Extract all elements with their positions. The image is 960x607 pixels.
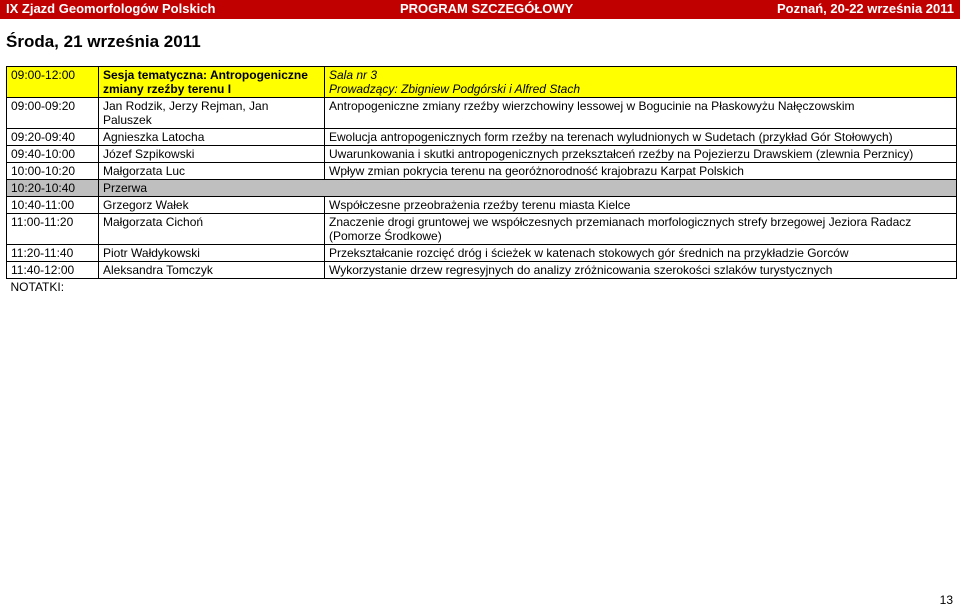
- talk-time: 10:00-10:20: [7, 163, 99, 180]
- talk-title: Przekształcanie rozcięć dróg i ścieżek w katenach stokowych gór średnich na przykładzie Gorców: [325, 245, 957, 262]
- session-row: [7, 67, 957, 98]
- talk-title: Wpływ zmian pokrycia terenu na georóżnorodność krajobrazu Karpat Polskich: [325, 163, 957, 180]
- notes-label: NOTATKI:: [10, 280, 65, 294]
- talk-author: Jan Rodzik, Jerzy Rejman, Jan Paluszek: [99, 98, 325, 129]
- talk-author: Małgorzata Luc: [99, 163, 325, 180]
- talk-time: 11:20-11:40: [7, 245, 99, 262]
- talk-author: Grzegorz Wałek: [99, 197, 325, 214]
- table-row: [7, 197, 957, 214]
- table-row: [7, 245, 957, 262]
- program-title: PROGRAM SZCZEGÓŁOWY: [400, 1, 574, 16]
- talk-author: Józef Szpikowski: [99, 146, 325, 163]
- session-info: [325, 67, 957, 98]
- talk-time: 09:20-09:40: [7, 129, 99, 146]
- notes-row: [7, 279, 957, 296]
- talk-title: Wykorzystanie drzew regresyjnych do analizy zróżnicowania szerokości szlaków turystycznych: [325, 262, 957, 279]
- talk-title: Antropogeniczne zmiany rzeźby wierzchowiny lessowej w Bogucinie na Płaskowyżu Nałęczowskim: [325, 98, 957, 129]
- talk-author: Piotr Wałdykowski: [99, 245, 325, 262]
- break-row: [7, 180, 957, 197]
- session-name: [99, 67, 325, 98]
- talk-author: Aleksandra Tomczyk: [99, 262, 325, 279]
- talk-title: Ewolucja antropogenicznych form rzeźby na terenach wyludnionych w Sudetach (przykład Gór Stołowych): [325, 129, 957, 146]
- session-time: 09:00-12:00: [7, 67, 99, 98]
- table-row: [7, 129, 957, 146]
- table-row: [7, 214, 957, 245]
- conference-place-date: Poznań, 20-22 września 2011: [776, 1, 954, 16]
- table-row: [7, 146, 957, 163]
- table-row: [7, 163, 957, 180]
- talk-time: 11:40-12:00: [7, 262, 99, 279]
- talk-time: 09:40-10:00: [7, 146, 99, 163]
- table-row: [7, 98, 957, 129]
- talk-title: Współczesne przeobrażenia rzeźby terenu miasta Kielce: [325, 197, 957, 214]
- talk-author: Agnieszka Latocha: [99, 129, 325, 146]
- break-time: 10:20-10:40: [7, 180, 99, 197]
- session-name-line2: zmiany rzeźby terenu I: [103, 82, 232, 96]
- break-label: Przerwa: [99, 180, 957, 197]
- session-room: Sala nr 3: [329, 68, 378, 82]
- talk-time: 11:00-11:20: [7, 214, 99, 245]
- header-bar: [0, 0, 960, 19]
- talk-time: 09:00-09:20: [7, 98, 99, 129]
- program-table: [6, 66, 957, 295]
- talk-time: 10:40-11:00: [7, 197, 99, 214]
- talk-author: Małgorzata Cichoń: [99, 214, 325, 245]
- talk-title: Znaczenie drogi gruntowej we współczesnych przemianach morfologicznych strefy brzegowej Jeziora Radacz (Pomorze Środkowe): [325, 214, 957, 245]
- page-number: 13: [939, 593, 953, 607]
- talk-title: Uwarunkowania i skutki antropogenicznych przekształceń rzeźby na Pojezierzu Drawskiem (zlewnia Perznicy): [325, 146, 957, 163]
- session-name-line1: Sesja tematyczna: Antropogeniczne: [103, 68, 308, 82]
- page-title: Środa, 21 września 2011: [6, 32, 201, 51]
- table-row: [7, 262, 957, 279]
- session-chairs: Prowadzący: Zbigniew Podgórski i Alfred Stach: [329, 82, 581, 96]
- conference-name: IX Zjazd Geomorfologów Polskich: [6, 1, 216, 16]
